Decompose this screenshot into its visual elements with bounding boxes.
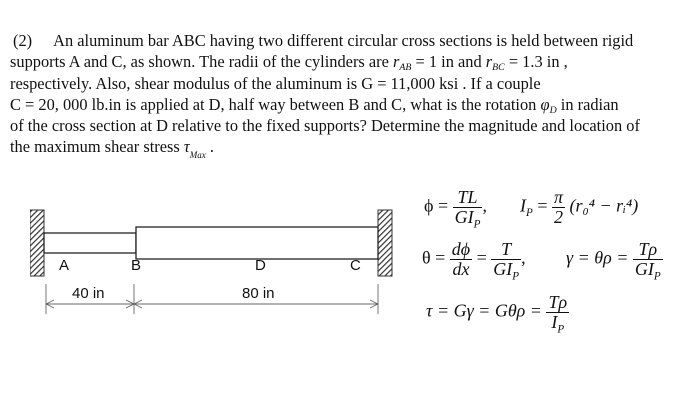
label-d: D — [255, 257, 266, 274]
formula-theta: θ = $\frac{d\phi}{dx}$ = $\frac{T}{GI_P}$ , — [422, 239, 526, 283]
phi-den-sub: P — [473, 218, 481, 231]
label-a: A — [59, 257, 70, 274]
gamma-den-text: GI — [634, 258, 654, 279]
radius-bc-symbol: r — [485, 52, 493, 72]
theta-fraction-1 — [450, 240, 472, 279]
dimension-ab: 40 in — [72, 285, 105, 302]
radius-bc-value: = 1.3 in , — [508, 52, 568, 72]
theta-eq: = — [476, 247, 487, 268]
label-b: B — [131, 257, 142, 274]
ip-numerator: π — [553, 187, 564, 207]
phi-lhs: ϕ = — [424, 195, 449, 216]
gamma-lhs: γ = θρ = — [566, 247, 629, 268]
radius-ab-symbol: r — [393, 52, 400, 72]
label-c: C — [350, 257, 361, 274]
rotation-symbol: φ — [540, 94, 550, 114]
radius-bc-subscript: BC — [492, 62, 505, 74]
problem-number: (2) — [13, 31, 33, 50]
formula-tau — [426, 292, 569, 336]
problem-line-5: of the cross section at D relative to the fixed supports? Determine the magnitude and location of — [10, 116, 640, 136]
problem-text-1: An aluminum bar ABC having two different circular cross sections is held between rigid — [53, 31, 634, 50]
tau-fraction — [546, 292, 569, 336]
bar-figure — [30, 200, 400, 330]
gamma-den-sub: P — [653, 270, 661, 283]
ip-eq: = — [537, 195, 548, 216]
problem-text-4: C = 20, 000 lb.in is applied at D, half way between B and C, what is the rotation — [10, 94, 537, 114]
gamma-fraction — [633, 239, 663, 283]
theta-num-1: dϕ — [451, 239, 471, 259]
ip-rhs: (r₀⁴ − rᵢ⁴) — [569, 195, 639, 216]
phi-denominator — [453, 206, 483, 231]
phi-numerator: TL — [453, 188, 483, 208]
gamma-denominator — [633, 258, 663, 283]
tau-subscript: Max — [189, 150, 206, 161]
theta-den-2 — [491, 258, 521, 283]
problem-text-6b: . — [209, 137, 214, 157]
problem-text-2: supports A and C, as shown. The radii of the cylinders are — [10, 52, 389, 72]
radius-ab-subscript: AB — [399, 62, 412, 74]
gamma-numerator: Tρ — [633, 240, 663, 260]
tau-den-text: I — [551, 311, 558, 332]
theta-lhs: θ = — [422, 247, 446, 268]
problem-line-3: respectively. Also, shear modulus of the aluminum is G = 11,000 ksi . If a couple — [10, 73, 541, 93]
tau-symbol: τ — [183, 137, 190, 157]
theta-den-2-text: GI — [493, 258, 513, 279]
problem-text-4b: in radian — [560, 94, 619, 114]
formula-polar-moment — [520, 188, 638, 227]
formula-block — [410, 180, 700, 380]
tau-lhs: τ = Gγ = Gθρ = — [426, 300, 542, 321]
theta-den-2-sub: P — [512, 270, 520, 283]
radius-ab-value: = 1 in and — [415, 52, 482, 72]
formula-gamma — [566, 239, 663, 283]
rotation-subscript: D — [549, 104, 557, 116]
problem-line-6 — [10, 136, 694, 161]
problem-line-4 — [10, 94, 694, 115]
phi-den-text: GI — [454, 206, 474, 227]
tau-denominator — [546, 311, 569, 336]
tau-den-sub: P — [557, 323, 565, 336]
formula-phi: ϕ = $\frac{TL}{GI_P}$ , — [424, 187, 487, 231]
problem-statement — [10, 30, 694, 161]
segment-bc — [136, 227, 378, 259]
problem-line-2 — [10, 51, 694, 72]
dimension-bc: 80 in — [242, 285, 275, 302]
phi-fraction — [453, 187, 483, 231]
ip-sub: P — [526, 207, 533, 220]
problem-text-6: the maximum shear stress — [10, 137, 180, 157]
theta-num-2: T — [491, 240, 521, 260]
right-support-wall — [378, 210, 392, 276]
ip-denominator: 2 — [554, 206, 563, 227]
tau-numerator: Tρ — [548, 292, 568, 312]
bar-diagram — [30, 200, 400, 330]
ip-lhs: I — [520, 195, 526, 216]
theta-den-1: dx — [452, 258, 470, 279]
problem-line-1 — [10, 30, 694, 51]
left-support-wall — [30, 210, 44, 276]
theta-fraction-2 — [491, 239, 521, 283]
ip-fraction — [552, 188, 565, 227]
segment-ab — [44, 233, 136, 253]
